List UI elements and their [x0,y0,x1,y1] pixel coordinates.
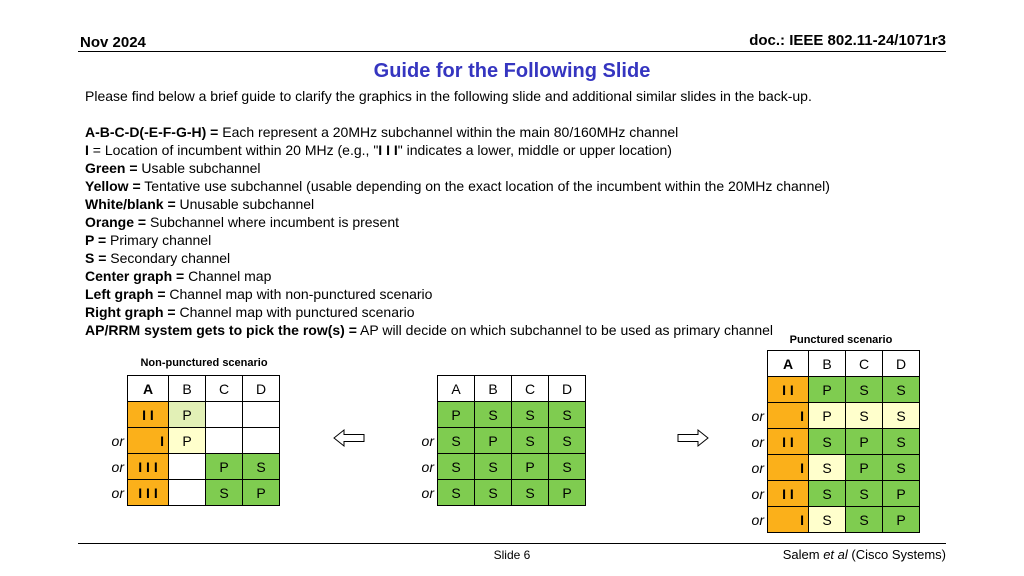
header-cell: C [512,376,549,402]
legend-item [85,303,830,321]
legend-item [85,285,830,303]
legend-term: Orange = [85,214,147,230]
channel-cell: S [549,454,586,480]
incumbent-cell: I [128,428,169,454]
channel-cell: S [512,402,549,428]
row-prefix: or [421,432,434,449]
header-cell: B [809,351,846,377]
legend-term: Yellow = [85,178,141,194]
left-table-caption: Non-punctured scenario [140,357,268,369]
row-prefix: or [751,459,764,476]
header-divider [78,51,946,52]
table-row [726,455,920,481]
legend-item [85,267,830,285]
legend-term: S = [85,250,107,266]
table-row [396,480,586,506]
header-cell: D [243,376,280,402]
table-row [86,454,280,480]
legend-list [85,123,830,339]
right-table-caption: Punctured scenario [789,334,893,346]
row-prefix [86,376,128,402]
channel-cell: S [883,455,920,481]
legend-term: AP/RRM system gets to pick the row(s) = [85,322,357,338]
incumbent-cell: I [768,403,809,429]
table-header-row [726,351,920,377]
channel-cell: S [475,454,512,480]
channel-cell: P [846,455,883,481]
incumbent-cell: I [768,507,809,533]
legend-term: A-B-C-D(-E-F-G-H) = [85,124,219,140]
header-doc-id: doc.: IEEE 802.11-24/1071r3 [749,32,946,49]
channel-cell: S [883,403,920,429]
channel-cell: P [206,454,243,480]
legend-desc: AP will decide on which subchannel to be used as primary channel [356,322,774,338]
legend-desc: " indicates a lower, middle or upper location) [397,142,672,158]
channel-cell: S [846,403,883,429]
channel-cell: S [475,480,512,506]
legend-item [85,195,830,213]
legend-item [85,141,830,159]
incumbent-cell: I I [768,481,809,507]
channel-cell: P [809,377,846,403]
channel-cell: S [438,480,475,506]
incumbent-cell: I I I [128,480,169,506]
row-prefix [396,376,438,402]
row-prefix: or [421,458,434,475]
incumbent-cell: I I [768,429,809,455]
channel-cell [169,454,206,480]
channel-cell: S [809,507,846,533]
footer-author [783,547,946,562]
legend-term: White/blank = [85,196,176,212]
legend-item [85,159,830,177]
channel-cell: S [846,377,883,403]
header-cell: A [768,351,809,377]
channel-cell: S [809,455,846,481]
incumbent-cell: I I [768,377,809,403]
header-cell: B [169,376,206,402]
author-name: Salem [782,547,824,562]
legend-desc: Channel map [184,268,272,284]
legend-item [85,321,830,339]
legend-desc: Each represent a 20MHz subchannel within the main 80/160MHz channel [218,124,679,140]
table-row [86,402,280,428]
channel-cell: S [809,481,846,507]
header-cell: C [206,376,243,402]
table-row [726,377,920,403]
footer-divider [78,543,946,544]
table-row [86,428,280,454]
channel-cell: P [512,454,549,480]
channel-cell [206,428,243,454]
row-prefix [726,377,768,403]
channel-cell: S [512,480,549,506]
channel-cell: P [169,402,206,428]
row-prefix: or [751,511,764,528]
channel-cell [206,402,243,428]
table-row [726,507,920,533]
channel-cell [243,402,280,428]
channel-cell: P [169,428,206,454]
channel-cell: S [549,402,586,428]
channel-cell: P [846,429,883,455]
header-cell: B [475,376,512,402]
legend-term: Green = [85,160,138,176]
row-prefix: or [751,407,764,424]
legend-desc: Tentative use subchannel (usable depending on the exact location of the incumbent within the 20MHz channel) [140,178,830,194]
row-prefix: or [111,458,124,475]
left-arrow-icon [333,428,365,448]
channel-cell: S [512,428,549,454]
header-cell: A [438,376,475,402]
incumbent-cell: I I I [128,454,169,480]
incumbent-cell: I [768,455,809,481]
legend-item [85,231,830,249]
right-arrow-icon [677,428,709,448]
channel-cell: P [809,403,846,429]
author-org: (Cisco Systems) [847,547,946,562]
legend-desc: Channel map with punctured scenario [175,304,415,320]
legend-desc: Primary channel [106,232,212,248]
table-row [396,428,586,454]
row-prefix: or [751,485,764,502]
header-cell: C [846,351,883,377]
channel-cell [243,428,280,454]
intro-text: Please find below a brief guide to clarify the graphics in the following slide and additional similar slides in the back-up. [85,88,812,104]
channel-cell: S [846,507,883,533]
row-prefix [396,402,438,428]
legend-item [85,213,830,231]
legend-term: P = [85,232,107,248]
header-cell: D [549,376,586,402]
legend-desc: Secondary channel [106,250,231,266]
header-cell: D [883,351,920,377]
header-cell: A [128,376,169,402]
legend-desc: Unusable subchannel [175,196,315,212]
legend-desc: = Location of incumbent within 20 MHz (e.g., " [88,142,379,158]
legend-item [85,123,830,141]
legend-term: Right graph = [85,304,176,320]
incumbent-cell: I I [128,402,169,428]
row-prefix [86,402,128,428]
table-row [396,402,586,428]
row-prefix: or [751,433,764,450]
channel-cell: S [206,480,243,506]
channel-cell: P [438,402,475,428]
channel-cell: P [243,480,280,506]
table-header-row [86,376,280,402]
channel-cell: S [883,429,920,455]
channel-cell: S [549,428,586,454]
table-row [726,403,920,429]
channel-cell: P [549,480,586,506]
slide-title: Guide for the Following Slide [373,60,651,82]
author-etal: et al [823,547,848,562]
row-prefix: or [111,432,124,449]
channel-cell: P [475,428,512,454]
channel-cell: P [883,507,920,533]
legend-item [85,177,830,195]
table-row [86,480,280,506]
legend-desc: Subchannel where incumbent is present [146,214,400,230]
channel-cell: S [475,402,512,428]
table-row [726,429,920,455]
table-row [726,481,920,507]
legend-item [85,249,830,267]
channel-cell: S [438,454,475,480]
channel-cell: S [243,454,280,480]
row-prefix [726,351,768,377]
center-channel-table [396,375,586,506]
channel-cell [169,480,206,506]
channel-cell: P [883,481,920,507]
legend-desc: Usable subchannel [137,160,261,176]
legend-term: Left graph = [85,286,166,302]
channel-cell: S [809,429,846,455]
right-channel-table [726,350,920,533]
legend-term: I I I [378,142,398,158]
row-prefix: or [111,484,124,501]
channel-cell: S [438,428,475,454]
table-row [396,454,586,480]
row-prefix: or [421,484,434,501]
legend-term: I [85,142,89,158]
slide-number: Slide 6 [493,548,531,562]
header-date: Nov 2024 [80,34,146,51]
table-header-row [396,376,586,402]
channel-cell: S [846,481,883,507]
channel-cell: S [883,377,920,403]
legend-term: Center graph = [85,268,185,284]
left-channel-table [86,375,280,506]
legend-desc: Channel map with non-punctured scenario [165,286,433,302]
